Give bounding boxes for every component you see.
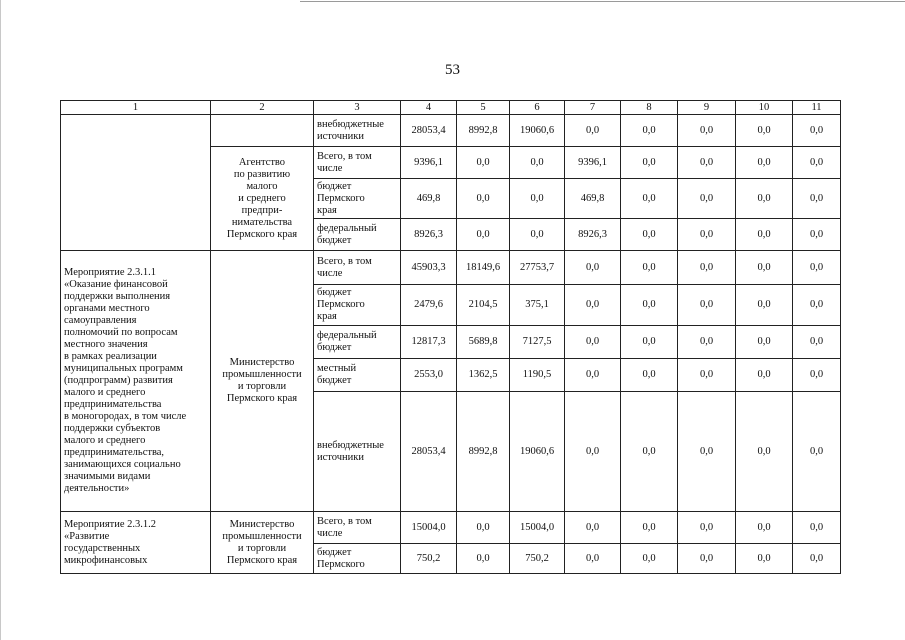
- measure-2-3-1-2: Мероприятие 2.3.1.2 «Развитие государственных микрофинансовых: [61, 512, 211, 574]
- table-row: [61, 512, 841, 544]
- value-cell: 0,0: [793, 285, 841, 326]
- column-header: 5: [457, 101, 510, 115]
- funding-source: местный бюджет: [314, 359, 401, 392]
- header-row: [61, 101, 841, 115]
- measure-cell-empty: [61, 115, 211, 251]
- executor-cell-empty: [211, 115, 314, 147]
- value-cell: 0,0: [736, 359, 793, 392]
- funding-source: бюджет Пермского: [314, 544, 401, 574]
- value-cell: 0,0: [736, 326, 793, 359]
- column-header: 9: [678, 101, 736, 115]
- value-cell: 8926,3: [401, 219, 457, 251]
- value-cell: 0,0: [621, 512, 678, 544]
- value-cell: 0,0: [736, 285, 793, 326]
- value-cell: 0,0: [678, 285, 736, 326]
- funding-source: бюджет Пермского края: [314, 285, 401, 326]
- column-header: 2: [211, 101, 314, 115]
- value-cell: 0,0: [678, 392, 736, 512]
- column-header: 3: [314, 101, 401, 115]
- value-cell: 0,0: [736, 115, 793, 147]
- value-cell: 0,0: [621, 392, 678, 512]
- value-cell: 45903,3: [401, 251, 457, 285]
- value-cell: 5689,8: [457, 326, 510, 359]
- value-cell: 0,0: [678, 251, 736, 285]
- value-cell: 0,0: [621, 147, 678, 179]
- value-cell: 0,0: [621, 544, 678, 574]
- value-cell: 28053,4: [401, 115, 457, 147]
- value-cell: 0,0: [621, 115, 678, 147]
- value-cell: 2553,0: [401, 359, 457, 392]
- value-cell: 8926,3: [565, 219, 621, 251]
- page-top-line: [300, 1, 905, 2]
- value-cell: 0,0: [565, 326, 621, 359]
- executor-ministry: Министерство промышленности и торговли Пермского края: [211, 512, 314, 574]
- value-cell: 0,0: [510, 147, 565, 179]
- value-cell: 0,0: [678, 326, 736, 359]
- measure-2-3-1-1: Мероприятие 2.3.1.1 «Оказание финансовой поддержки выполнения органами местного самоуправления полномочий по вопросам местного значения в рамках реализации муниципальных программ (подпрограмм) развития малого и среднего предпринимательства в моногородах, в том числе поддержки субъектов малого и среднего предпринимательства, занимающихся социально значимыми видами деятельности»: [61, 251, 211, 512]
- value-cell: 0,0: [621, 285, 678, 326]
- table-row: [61, 251, 841, 285]
- value-cell: 0,0: [678, 359, 736, 392]
- value-cell: 0,0: [793, 179, 841, 219]
- value-cell: 15004,0: [510, 512, 565, 544]
- value-cell: 0,0: [565, 251, 621, 285]
- value-cell: 1190,5: [510, 359, 565, 392]
- value-cell: 0,0: [793, 392, 841, 512]
- column-header: 8: [621, 101, 678, 115]
- value-cell: 0,0: [457, 147, 510, 179]
- executor-agency: Агентство по развитию малого и среднего предпри- нимательства Пермского края: [211, 147, 314, 251]
- funding-source: бюджет Пермского края: [314, 179, 401, 219]
- value-cell: 0,0: [793, 326, 841, 359]
- value-cell: 0,0: [621, 251, 678, 285]
- value-cell: 0,0: [457, 179, 510, 219]
- value-cell: 27753,7: [510, 251, 565, 285]
- column-header: 1: [61, 101, 211, 115]
- funding-source: внебюджетные источники: [314, 392, 401, 512]
- value-cell: 0,0: [736, 179, 793, 219]
- value-cell: 19060,6: [510, 115, 565, 147]
- funding-source: федеральный бюджет: [314, 326, 401, 359]
- value-cell: 18149,6: [457, 251, 510, 285]
- value-cell: 750,2: [510, 544, 565, 574]
- value-cell: 8992,8: [457, 115, 510, 147]
- value-cell: 0,0: [736, 392, 793, 512]
- page-edge-line: [0, 0, 1, 640]
- value-cell: 2104,5: [457, 285, 510, 326]
- value-cell: 9396,1: [565, 147, 621, 179]
- value-cell: 0,0: [793, 219, 841, 251]
- value-cell: 0,0: [565, 392, 621, 512]
- value-cell: 0,0: [736, 512, 793, 544]
- value-cell: 0,0: [621, 219, 678, 251]
- value-cell: 0,0: [793, 544, 841, 574]
- value-cell: 0,0: [736, 219, 793, 251]
- value-cell: 0,0: [678, 544, 736, 574]
- value-cell: 0,0: [565, 544, 621, 574]
- value-cell: 0,0: [621, 179, 678, 219]
- value-cell: 0,0: [793, 147, 841, 179]
- value-cell: 0,0: [565, 285, 621, 326]
- column-header: 7: [565, 101, 621, 115]
- value-cell: 0,0: [510, 219, 565, 251]
- value-cell: 7127,5: [510, 326, 565, 359]
- funding-source: Всего, в том числе: [314, 147, 401, 179]
- funding-source: федеральный бюджет: [314, 219, 401, 251]
- budget-table: [60, 100, 841, 574]
- value-cell: 0,0: [678, 219, 736, 251]
- value-cell: 469,8: [401, 179, 457, 219]
- value-cell: 0,0: [621, 326, 678, 359]
- value-cell: 19060,6: [510, 392, 565, 512]
- funding-source: Всего, в том числе: [314, 512, 401, 544]
- funding-source: внебюджетные источники: [314, 115, 401, 147]
- value-cell: 0,0: [793, 359, 841, 392]
- value-cell: 469,8: [565, 179, 621, 219]
- value-cell: 28053,4: [401, 392, 457, 512]
- value-cell: 0,0: [736, 544, 793, 574]
- value-cell: 0,0: [678, 512, 736, 544]
- value-cell: 0,0: [736, 147, 793, 179]
- value-cell: 0,0: [678, 115, 736, 147]
- value-cell: 0,0: [793, 115, 841, 147]
- value-cell: 0,0: [565, 359, 621, 392]
- column-header: 6: [510, 101, 565, 115]
- value-cell: 8992,8: [457, 392, 510, 512]
- value-cell: 12817,3: [401, 326, 457, 359]
- value-cell: 2479,6: [401, 285, 457, 326]
- value-cell: 0,0: [510, 179, 565, 219]
- value-cell: 0,0: [457, 544, 510, 574]
- value-cell: 0,0: [457, 219, 510, 251]
- value-cell: 0,0: [565, 115, 621, 147]
- page-number: 53: [445, 62, 460, 78]
- value-cell: 750,2: [401, 544, 457, 574]
- executor-ministry: Министерство промышленности и торговли Пермского края: [211, 251, 314, 512]
- column-header: 11: [793, 101, 841, 115]
- funding-source: Всего, в том числе: [314, 251, 401, 285]
- value-cell: 375,1: [510, 285, 565, 326]
- table-row: [61, 115, 841, 147]
- value-cell: 0,0: [793, 512, 841, 544]
- value-cell: 0,0: [621, 359, 678, 392]
- value-cell: 0,0: [565, 512, 621, 544]
- column-header: 4: [401, 101, 457, 115]
- value-cell: 0,0: [793, 251, 841, 285]
- value-cell: 0,0: [457, 512, 510, 544]
- value-cell: 0,0: [736, 251, 793, 285]
- value-cell: 0,0: [678, 147, 736, 179]
- column-header: 10: [736, 101, 793, 115]
- value-cell: 9396,1: [401, 147, 457, 179]
- value-cell: 15004,0: [401, 512, 457, 544]
- value-cell: 1362,5: [457, 359, 510, 392]
- value-cell: 0,0: [678, 179, 736, 219]
